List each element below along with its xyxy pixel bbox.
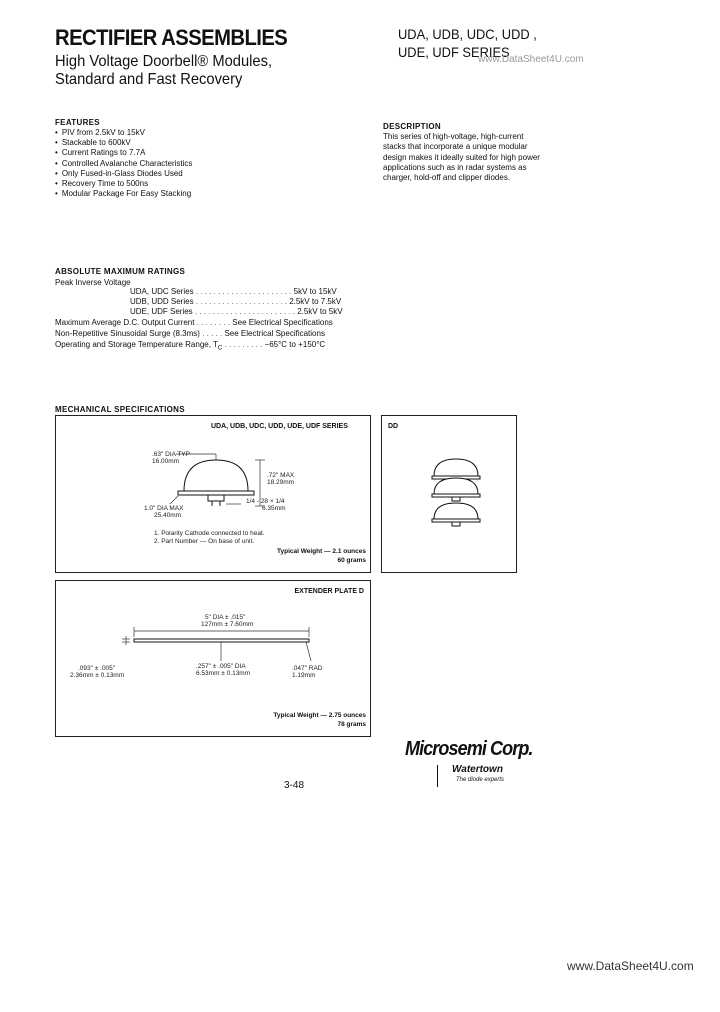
rating-leader: . . . . . . . . xyxy=(196,318,231,327)
series-line-1: UDA, UDB, UDC, UDD , xyxy=(398,26,537,42)
dim-plate-radius xyxy=(292,665,323,679)
ratings-heading: ABSOLUTE MAXIMUM RATINGS xyxy=(55,267,186,276)
dim-plate-diameter-inch: 5" DIA ± .015" xyxy=(205,614,246,621)
watermark-bottom: www.DataSheet4U.com xyxy=(567,959,694,973)
piv-label: Peak Inverse Voltage xyxy=(55,278,131,287)
box3-label: EXTENDER PLATE D xyxy=(294,588,364,595)
rating-label: Maximum Average D.C. Output Current xyxy=(55,318,195,327)
rating-leader: . . . . . . . . . . . . . . . . . . . . . . . xyxy=(194,307,295,316)
rating-value: 5kV to 15kV xyxy=(293,287,337,296)
rating-value: See Electrical Specifications xyxy=(224,329,325,338)
dim-right xyxy=(267,472,294,486)
mechanical-heading: MECHANICAL SPECIFICATIONS xyxy=(55,405,185,414)
stack-dome-1 xyxy=(434,459,478,476)
dim-plate-radius-inch: .047" RAD xyxy=(292,665,323,672)
rating-leader: . . . . . xyxy=(202,329,223,338)
rating-value: −65°C to +150°C xyxy=(264,340,326,349)
dim-bottom-inch: 1/4 - 28 × 1/4 xyxy=(246,498,285,505)
extender-plate xyxy=(134,639,309,642)
module-stud xyxy=(208,495,224,501)
feature-item: • Modular Package For Easy Stacking xyxy=(55,189,192,199)
rating-label: Operating and Storage Temperature Range, T xyxy=(55,340,218,349)
dim-plate-thickness-mm: 2.36mm ± 0.13mm xyxy=(70,672,125,679)
module-base xyxy=(178,491,254,495)
dim-top-mm: 16.00mm xyxy=(152,458,180,465)
dim-left-mm: 25.40mm xyxy=(154,512,182,519)
box1-label: UDA, UDB, UDC, UDD, UDE, UDF SERIES xyxy=(211,423,348,430)
feature-item: • Controlled Avalanche Characteristics xyxy=(55,159,192,169)
dim-plate-hole-inch: .257" ± .005" DIA xyxy=(196,663,246,670)
note-part-number: 2. Part Number — On base of unit. xyxy=(154,538,255,545)
dim-plate-hole xyxy=(196,663,250,677)
company-tagline: The diode experts xyxy=(456,777,505,783)
box1-weight xyxy=(277,547,366,565)
page-number: 3-48 xyxy=(284,780,305,791)
rating-row xyxy=(130,307,343,316)
logo-rule xyxy=(437,765,438,787)
stacked-modules-box xyxy=(381,415,517,573)
company-location: Watertown xyxy=(452,764,503,775)
dim-right-inch: .72" MAX xyxy=(267,472,295,479)
stack-dome-2 xyxy=(434,478,478,494)
dim-top xyxy=(152,451,190,465)
features-heading: FEATURES xyxy=(55,118,100,127)
mechanical-drawing-box xyxy=(55,415,371,573)
dim-left-inch: 1.0" DIA MAX xyxy=(144,505,184,512)
weight-line-1: Typical Weight — 2.1 ounces xyxy=(277,548,366,555)
rating-leader: . . . . . . . . . . . . . . . . . . . . . xyxy=(195,297,287,306)
dim-plate-thickness-inch: .093" ± .005" xyxy=(78,665,116,672)
dim-plate-diameter xyxy=(201,614,253,628)
feature-item: • Stackable to 600kV xyxy=(55,138,192,148)
rating-value: 2.5kV to 7.5kV xyxy=(289,297,342,306)
dim-plate-hole-mm: 6.53mm ± 0.13mm xyxy=(196,670,251,677)
dim-top-inch: .63" DIA TYP xyxy=(152,451,190,458)
rating-label: UDB, UDD Series xyxy=(130,297,194,306)
description-heading: DESCRIPTION xyxy=(383,122,441,131)
rating-value: 2.5kV to 5kV xyxy=(297,307,343,316)
rating-label: Non-Repetitive Sinusoidal Surge (8.3ms) xyxy=(55,329,200,338)
dim-plate-diameter-mm: 127mm ± 7.60mm xyxy=(201,621,254,628)
rating-label: UDA, UDC Series xyxy=(130,287,194,296)
stack-dome-3 xyxy=(434,503,478,519)
subtitle-line-1: High Voltage Doorbell® Modules, xyxy=(55,53,273,70)
dim-left xyxy=(144,505,184,519)
box2-label: DD xyxy=(388,423,399,430)
rating-row xyxy=(130,287,337,296)
feature-item: • Recovery Time to 500ns xyxy=(55,179,192,189)
features-list xyxy=(55,128,192,199)
subtitle-line-2: Standard and Fast Recovery xyxy=(55,71,243,88)
rating-leader: . . . . . . . . . . . . . . . . . . . . . . xyxy=(195,287,292,296)
rating-leader: . . . . . . . . . xyxy=(224,340,263,349)
weight-line-2: 60 grams xyxy=(337,557,366,564)
page-title: RECTIFIER ASSEMBLIES xyxy=(55,25,288,50)
rating-row xyxy=(55,318,333,327)
dim-plate-thickness xyxy=(70,665,124,679)
dim-plate-radius-mm: 1.19mm xyxy=(292,672,316,679)
dim-bottom xyxy=(246,498,285,512)
watermark-top: www.DataSheet4U.com xyxy=(478,54,584,65)
weight-line-1: Typical Weight — 2.75 ounces xyxy=(273,712,366,719)
box3-weight xyxy=(273,711,366,729)
company-logo: Microsemi Corp. xyxy=(405,738,533,760)
extender-plate-box xyxy=(55,580,371,737)
feature-item: • PIV from 2.5kV to 15kV xyxy=(55,128,192,138)
series-line-2: UDE, UDF SERIES xyxy=(398,44,510,60)
rating-value: See Electrical Specifications xyxy=(232,318,333,327)
feature-item: • Only Fused-in-Glass Diodes Used xyxy=(55,169,192,179)
rating-row xyxy=(130,297,341,306)
stacked-modules-drawing xyxy=(382,416,516,572)
rating-label: UDE, UDF Series xyxy=(130,307,193,316)
description-text: This series of high-voltage, high-current stacks that incorporate a unique modular design makes it ideally suited for high power applications such as in radar systems as charger, hold-off and clipper diodes. xyxy=(383,132,540,183)
dim-bottom-mm: 6.35mm xyxy=(262,505,286,512)
rating-subscript: C xyxy=(217,345,223,352)
dim-right-mm: 18.29mm xyxy=(267,479,295,486)
rating-row xyxy=(55,329,325,338)
note-polarity: 1. Polarity Cathode connected to heat. xyxy=(154,530,265,537)
module-dome xyxy=(184,460,248,491)
weight-line-2: 78 grams xyxy=(337,721,366,728)
rating-row xyxy=(55,340,325,352)
feature-item: • Current Ratings to 7.7A xyxy=(55,148,192,158)
